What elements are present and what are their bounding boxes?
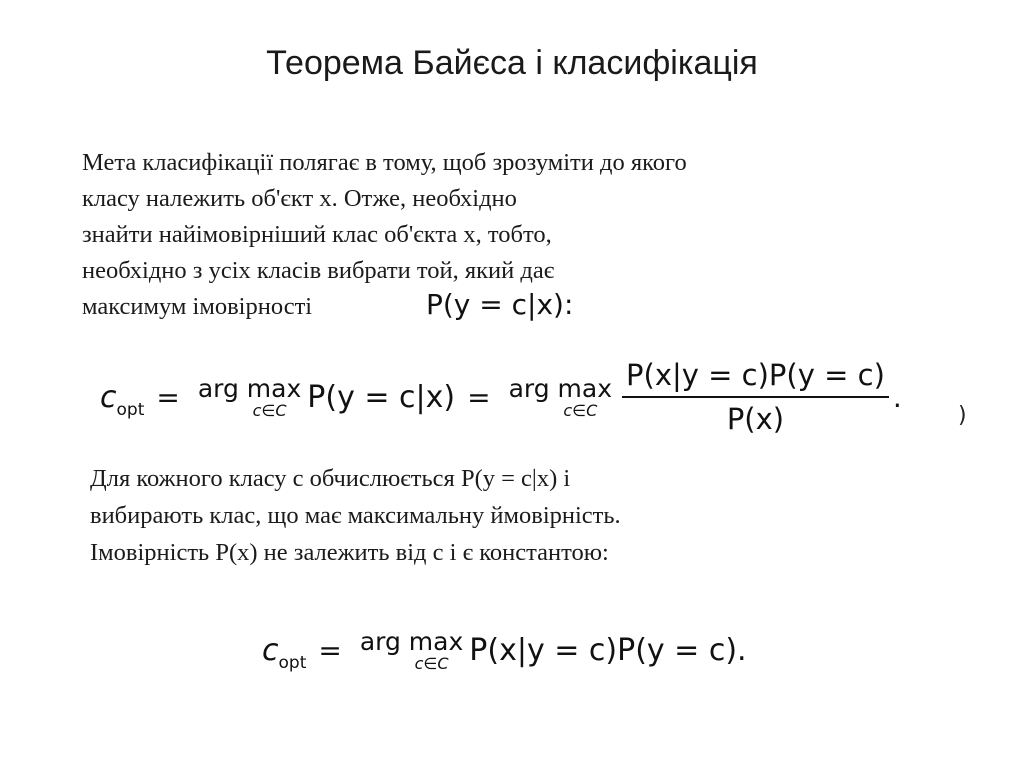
paragraph-intro — [82, 145, 687, 325]
inline-probability-formula: P(y = c|x): — [426, 288, 574, 321]
argmax-subscript: c∈C — [563, 401, 598, 420]
simplified-classification-formula — [262, 628, 747, 672]
argmax-operator — [198, 375, 301, 419]
fraction-numerator: P(x|y = c)P(y = c) — [622, 358, 889, 398]
paragraph-explanation — [90, 460, 621, 571]
equals-sign: = — [467, 380, 491, 414]
argmax-subscript: c∈C — [252, 401, 287, 420]
posterior-term: P(y = c|x) — [307, 379, 456, 415]
formula-lhs: $c_{opt}$ — [100, 379, 145, 420]
bayes-fraction — [622, 358, 889, 436]
argmax-operator — [509, 375, 612, 419]
argmax-label: arg max — [197, 374, 302, 403]
formula-lhs-subscript: opt — [116, 399, 145, 420]
paragraph-line: знайти найімовірніший клас об'єкта x, тобто, — [82, 221, 552, 248]
equals-sign: = — [156, 380, 180, 414]
argmax-label: arg max — [359, 627, 464, 656]
argmax-label: arg max — [508, 374, 613, 403]
bayes-classification-formula — [100, 358, 902, 436]
equals-sign: = — [318, 633, 342, 667]
argmax-subscript: c∈C — [414, 654, 449, 673]
fraction-denominator: P(x) — [726, 402, 785, 436]
likelihood-prior-expression: P(x|y = c)P(y = c). — [469, 632, 747, 668]
paragraph-line: необхідно з усіх класів вибрати той, який дає — [82, 257, 555, 284]
paragraph-line: Імовірність P(x) не залежить від c і є константою: — [90, 539, 609, 566]
slide-title: Теорема Байєса і класифікація — [266, 44, 758, 82]
stray-parenthesis: ) — [958, 403, 967, 428]
formula-period: . — [892, 380, 902, 414]
paragraph-line: вибирають клас, що має максимальну ймовірність. — [90, 502, 621, 529]
argmax-operator — [360, 628, 463, 672]
paragraph-line: максимум імовірності — [82, 293, 313, 320]
paragraph-line: Для кожного класу c обчислюється P(y = c|x) і — [90, 465, 571, 492]
formula-lhs: $c_{opt}$ — [262, 632, 307, 673]
paragraph-line: класу належить об'єкт x. Отже, необхідно — [82, 185, 517, 212]
formula-lhs-subscript: opt — [278, 652, 307, 673]
paragraph-line: Мета класифікації полягає в тому, щоб зрозуміти до якого — [82, 149, 687, 176]
